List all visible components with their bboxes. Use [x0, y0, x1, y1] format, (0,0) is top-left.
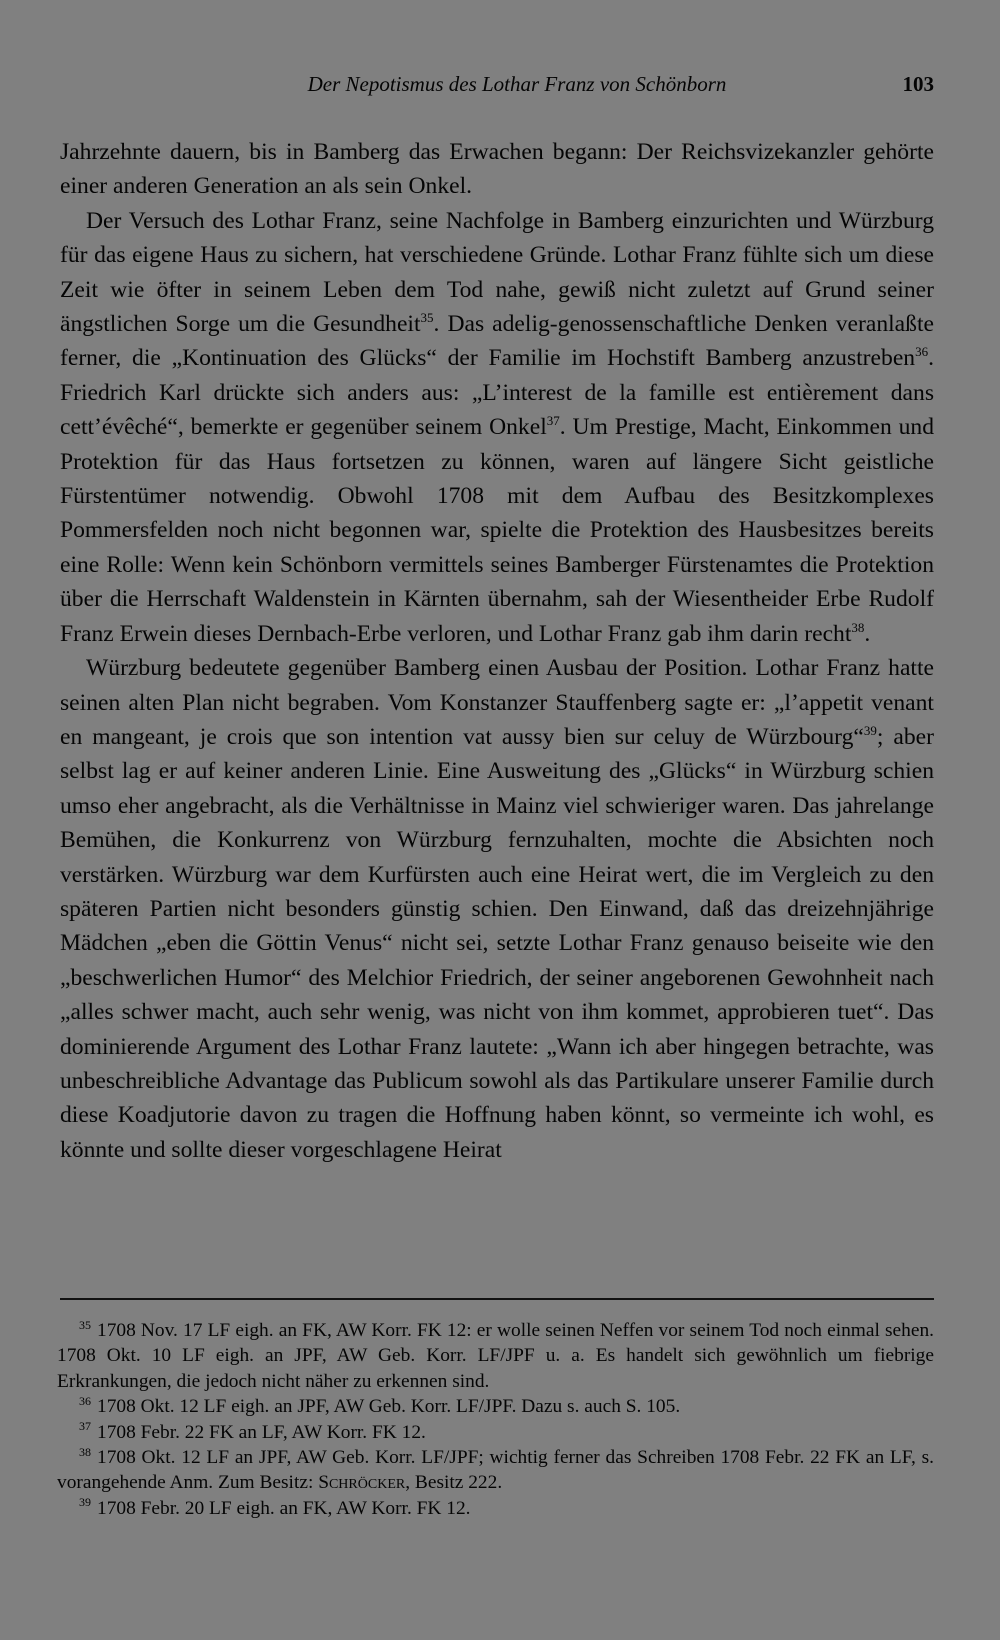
footnote-38	[57, 1445, 934, 1496]
footnote-text: , Besitz 222.	[405, 1472, 503, 1494]
footnote-ref-38: 38	[851, 619, 865, 635]
footnote-text: 1708 Febr. 22 FK an LF, AW Korr. FK 12.	[97, 1421, 426, 1443]
footnote-ref-37: 37	[546, 413, 560, 429]
footnote-author: Schröcker	[318, 1472, 406, 1494]
footnote-ref-36: 36	[915, 344, 929, 360]
footnote-number: 36	[79, 1393, 91, 1408]
footnote-text: 1708 Okt. 12 LF an JPF, AW Geb. Korr. LF/JPF; wichtig ferner das Schreiben 1708 Febr. 22 FK an LF, s. vorangehende Anm. Zum Besitz:	[57, 1447, 934, 1494]
paragraph-3-text-b: ; aber selbst lag er auf keiner anderen Linie. Eine Ausweitung des „Glücks“ in Würzburg schien umso eher angebracht, als die Verhältnisse in Mainz viel schwieriger waren. Das jahrelange Bemühen, die Konkurrenz von Würzburg fernzuhalten, mochte die Absichten noch verstärken. Würzburg war dem Kurfürsten auch eine Heirat wert, die im Vergleich zu den späteren Partien nicht besonders günstig schien. Den Einwand, daß das dreizehnjährige Mädchen „eben die Göttin Venus“ nicht sei, setzte Lothar Franz genauso beiseite wie den „beschwerlichen Humor“ des Melchior Friedrich, der seiner angeborenen Gewohnheit nach „alles schwer macht, auch sehr wenig, was nicht von ihm kommet, approbieren tuet“. Das dominierende Argument des Lothar Franz lautete: „Wann ich aber hingegen betrachte, was unbeschreibliche Advantage das Publicum sowohl als das Partikulare unserer Familie durch diese Koadjutorie davon zu tragen die Hoffnung haben könnt, so vermeinte ich wohl, es könnte und sollte dieser vorgeschlagene Heirat	[60, 723, 934, 1163]
running-head	[60, 72, 934, 102]
footnote-37	[57, 1420, 934, 1445]
paragraph-1-text: Jahrzehnte dauern, bis in Bamberg das Erwachen begann: Der Reichsvizekanzler gehörte einer anderen Generation an als sein Onkel.	[60, 139, 934, 200]
paragraph-2-text-d: . Um Prestige, Macht, Einkommen und Protektion für das Haus fortsetzen zu können, waren auf längere Sicht geistliche Fürstentümer notwendig. Obwohl 1708 mit dem Aufbau des Besitzkomplexes Pommersfelden noch nicht begonnen war, spielte die Protektion des Hausbesitzes bereits eine Rolle: Wenn kein Schönborn vermittels seines Bamberger Fürstenamtes die Protektion über die Herrschaft Waldenstein in Kärnten übernahm, sah der Wiesentheider Erbe Rudolf Franz Erwein dieses Dernbach-Erbe verloren, und Lothar Franz gab ihm darin recht	[60, 414, 934, 647]
footnote-number: 35	[79, 1317, 91, 1332]
footnote-text: 1708 Okt. 12 LF eigh. an JPF, AW Geb. Korr. LF/JPF. Dazu s. auch S. 105.	[97, 1396, 681, 1418]
paragraph-3-text-a: Würzburg bedeutete gegenüber Bamberg einen Ausbau der Position. Lothar Franz hatte seinen alten Plan nicht begraben. Vom Konstanzer Stauffenberg sagte er: „l’appetit venant en mangeant, je crois que son intention vat aussy bien sur celuy de Würzbourg“	[60, 655, 934, 750]
paragraph-1	[60, 135, 934, 204]
footnotes	[57, 1318, 934, 1521]
footnote-36	[57, 1394, 934, 1419]
paragraph-2	[60, 204, 934, 651]
paragraph-2-text-e: .	[864, 620, 871, 647]
footnote-35	[57, 1318, 934, 1394]
main-text	[60, 135, 934, 1167]
footnote-text: 1708 Nov. 17 LF eigh. an FK, AW Korr. FK 12: er wolle seinen Neffen vor seinem Tod noch einmal sehen. 1708 Okt. 10 LF eigh. an JPF, AW Geb. Korr. LF/JPF u. a. Es handelt sich gewöhnlich um fiebrige Erkrankungen, die jedoch nicht näher zu erkennen sind.	[57, 1320, 934, 1392]
footnote-divider	[60, 1298, 934, 1300]
footnote-number: 38	[79, 1444, 91, 1459]
footnote-number: 39	[79, 1495, 91, 1510]
paragraph-2-text-c: . Friedrich Karl drückte sich anders aus: „L’interest de la famille est entièrement dans cett’évêché“, bemerkte er gegenüber seinem Onkel	[60, 345, 934, 441]
footnote-ref-35: 35	[420, 310, 434, 326]
paragraph-3	[60, 651, 934, 1167]
footnote-text: 1708 Febr. 20 LF eigh. an FK, AW Korr. FK 12.	[97, 1497, 471, 1519]
page-number: 103	[902, 72, 934, 96]
footnote-39	[57, 1496, 934, 1521]
running-title: Der Nepotismus des Lothar Franz von Schönborn	[307, 72, 727, 96]
paragraph-2-text-b: . Das adelig-genossenschaftliche Denken veranlaßte ferner, die „Kontinuation des Glücks“ der Familie im Hochstift Bamberg anzustreben	[60, 311, 934, 372]
paragraph-2-text-a: Der Versuch des Lothar Franz, seine Nachfolge in Bamberg einzurichten und Würzburg für das eigene Haus zu sichern, hat verschiedene Gründe. Lothar Franz fühlte sich um diese Zeit wie öfter in seinem Leben dem Tod nahe, gewiß nicht zuletzt auf Grund seiner ängstlichen Sorge um die Gesundheit	[60, 207, 934, 338]
footnote-number: 37	[79, 1419, 91, 1434]
footnote-ref-39: 39	[863, 723, 877, 739]
